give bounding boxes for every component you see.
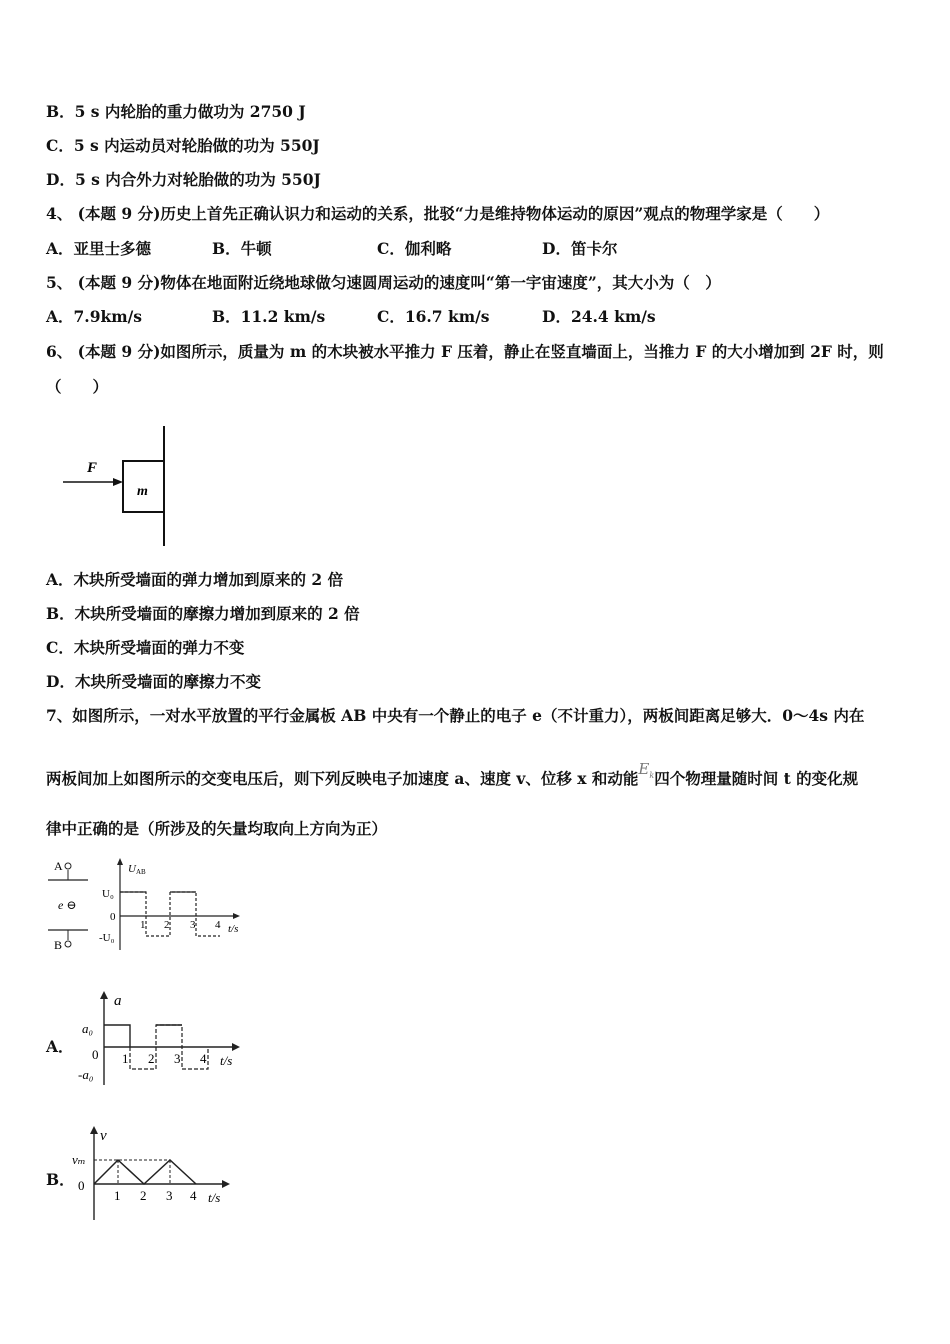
a0-label: a₀ — [82, 1021, 94, 1036]
tick-4: 4 — [190, 1188, 197, 1203]
mass-label: m — [137, 484, 148, 499]
q7-line2-after: 四个物理量随时间 t 的变化规 — [654, 769, 859, 788]
q4-option-b: B．牛顿 — [212, 239, 272, 258]
q7-stem-line1: 7、如图所示，一对水平放置的平行金属板 AB 中央有一个静止的电子 e（不计重力），两板间距离足够大．0～4s 内在 — [46, 706, 865, 725]
tick-4: 4 — [215, 919, 221, 931]
q3-option-c: C．5 s 内运动员对轮胎做的功为 550J — [46, 136, 320, 155]
q6-stem-paren: （ ） — [46, 377, 109, 396]
electron-label: e ⊖ — [58, 898, 77, 912]
q7-stem-line2 — [46, 760, 859, 797]
tick-2: 2 — [148, 1051, 155, 1066]
zero-label: 0 — [92, 1047, 99, 1062]
tick-3: 3 — [166, 1188, 173, 1203]
force-label: F — [87, 460, 98, 476]
q5-option-b: B．11.2 km/s — [212, 307, 326, 326]
t-axis-arrow — [222, 1180, 230, 1188]
q3-option-b: B．5 s 内轮胎的重力做功为 2750 J — [46, 102, 306, 121]
a-axis-arrow — [100, 991, 108, 999]
neg-u0-label: -U₀ — [99, 932, 115, 944]
force-arrowhead — [113, 478, 123, 486]
tick-3: 3 — [174, 1051, 181, 1066]
q5-stem: 5、 (本题 9 分)物体在地面附近绕地球做匀速圆周运动的速度叫“第一宇宙速度”，其大小为（ ） — [46, 273, 721, 292]
q6-option-b: B．木块所受墙面的摩擦力增加到原来的 2 倍 — [46, 604, 360, 623]
ek-symbol: $E_k$ — [638, 760, 655, 780]
u0-label: U₀ — [102, 888, 114, 900]
tick-2: 2 — [164, 919, 170, 931]
q7-option-b-graph — [66, 1120, 246, 1225]
plate-a-terminal — [65, 863, 71, 869]
q4-option-d: D．笛卡尔 — [542, 239, 618, 258]
neg-a0-label: -a₀ — [78, 1067, 94, 1082]
q6-option-d: D．木块所受墙面的摩擦力不变 — [46, 672, 261, 691]
v-axis-arrow — [90, 1126, 98, 1134]
q6-stem: 6、 (本题 9 分)如图所示，质量为 m 的木块被水平推力 F 压着，静止在竖直墙面上，当推力 F 的大小增加到 2F 时，则 — [46, 342, 884, 361]
t-axis-arrow — [232, 1043, 240, 1051]
v-axis-label: v — [100, 1128, 107, 1144]
v-triangle-wave — [94, 1160, 196, 1184]
q7-option-b-label: B． — [46, 1170, 75, 1189]
a-axis-label: a — [114, 993, 122, 1009]
q3-option-d: D．5 s 内合外力对轮胎做的功为 550J — [46, 170, 321, 189]
voltage-wave — [120, 892, 220, 936]
plate-b-label: B — [54, 938, 63, 952]
q7-option-a-graph — [74, 985, 254, 1090]
q7-option-a-label: A． — [46, 1037, 74, 1056]
q7-stem-line3: 律中正确的是（所涉及的矢量均取向上方向为正） — [46, 819, 388, 838]
t-axis-label: t/s — [220, 1053, 233, 1068]
tick-1: 1 — [114, 1188, 121, 1203]
tick-1: 1 — [140, 919, 146, 931]
t-axis-label: t/s — [208, 1190, 221, 1205]
q7-voltage-figure — [40, 852, 250, 958]
zero-label: 0 — [110, 911, 116, 923]
q7-line2-before: 两板间加上如图所示的交变电压后，则下列反映电子加速度 a、速度 v、位移 x 和动能 — [46, 769, 639, 788]
tick-3: 3 — [190, 919, 196, 931]
q5-option-c: C．16.7 km/s — [377, 307, 490, 326]
q6-option-a: A．木块所受墙面的弹力增加到原来的 2 倍 — [46, 570, 344, 589]
tick-1: 1 — [122, 1051, 129, 1066]
vm-label: vₘ — [72, 1152, 86, 1167]
plate-a-label: A — [54, 859, 63, 873]
tick-4: 4 — [200, 1051, 207, 1066]
q5-option-a: A．7.9km/s — [46, 307, 143, 326]
plate-b-terminal — [65, 941, 71, 947]
a-segment-1 — [104, 1025, 130, 1047]
zero-label: 0 — [78, 1178, 85, 1193]
u-axis-arrow — [117, 858, 123, 865]
t-axis-arrow — [233, 913, 240, 919]
t-axis-label: t/s — [228, 923, 239, 935]
q5-option-d: D．24.4 km/s — [542, 307, 656, 326]
u-axis-label: UAB — [128, 863, 146, 876]
q4-stem: 4、 (本题 9 分)历史上首先正确认识力和运动的关系，批驳“力是维持物体运动的原因”观点的物理学家是（ ） — [46, 204, 830, 223]
q6-option-c: C．木块所受墙面的弹力不变 — [46, 638, 245, 657]
q4-option-a: A．亚里士多德 — [46, 239, 152, 258]
q6-block-figure — [55, 420, 185, 550]
tick-2: 2 — [140, 1188, 147, 1203]
q4-option-c: C．伽利略 — [377, 239, 452, 258]
